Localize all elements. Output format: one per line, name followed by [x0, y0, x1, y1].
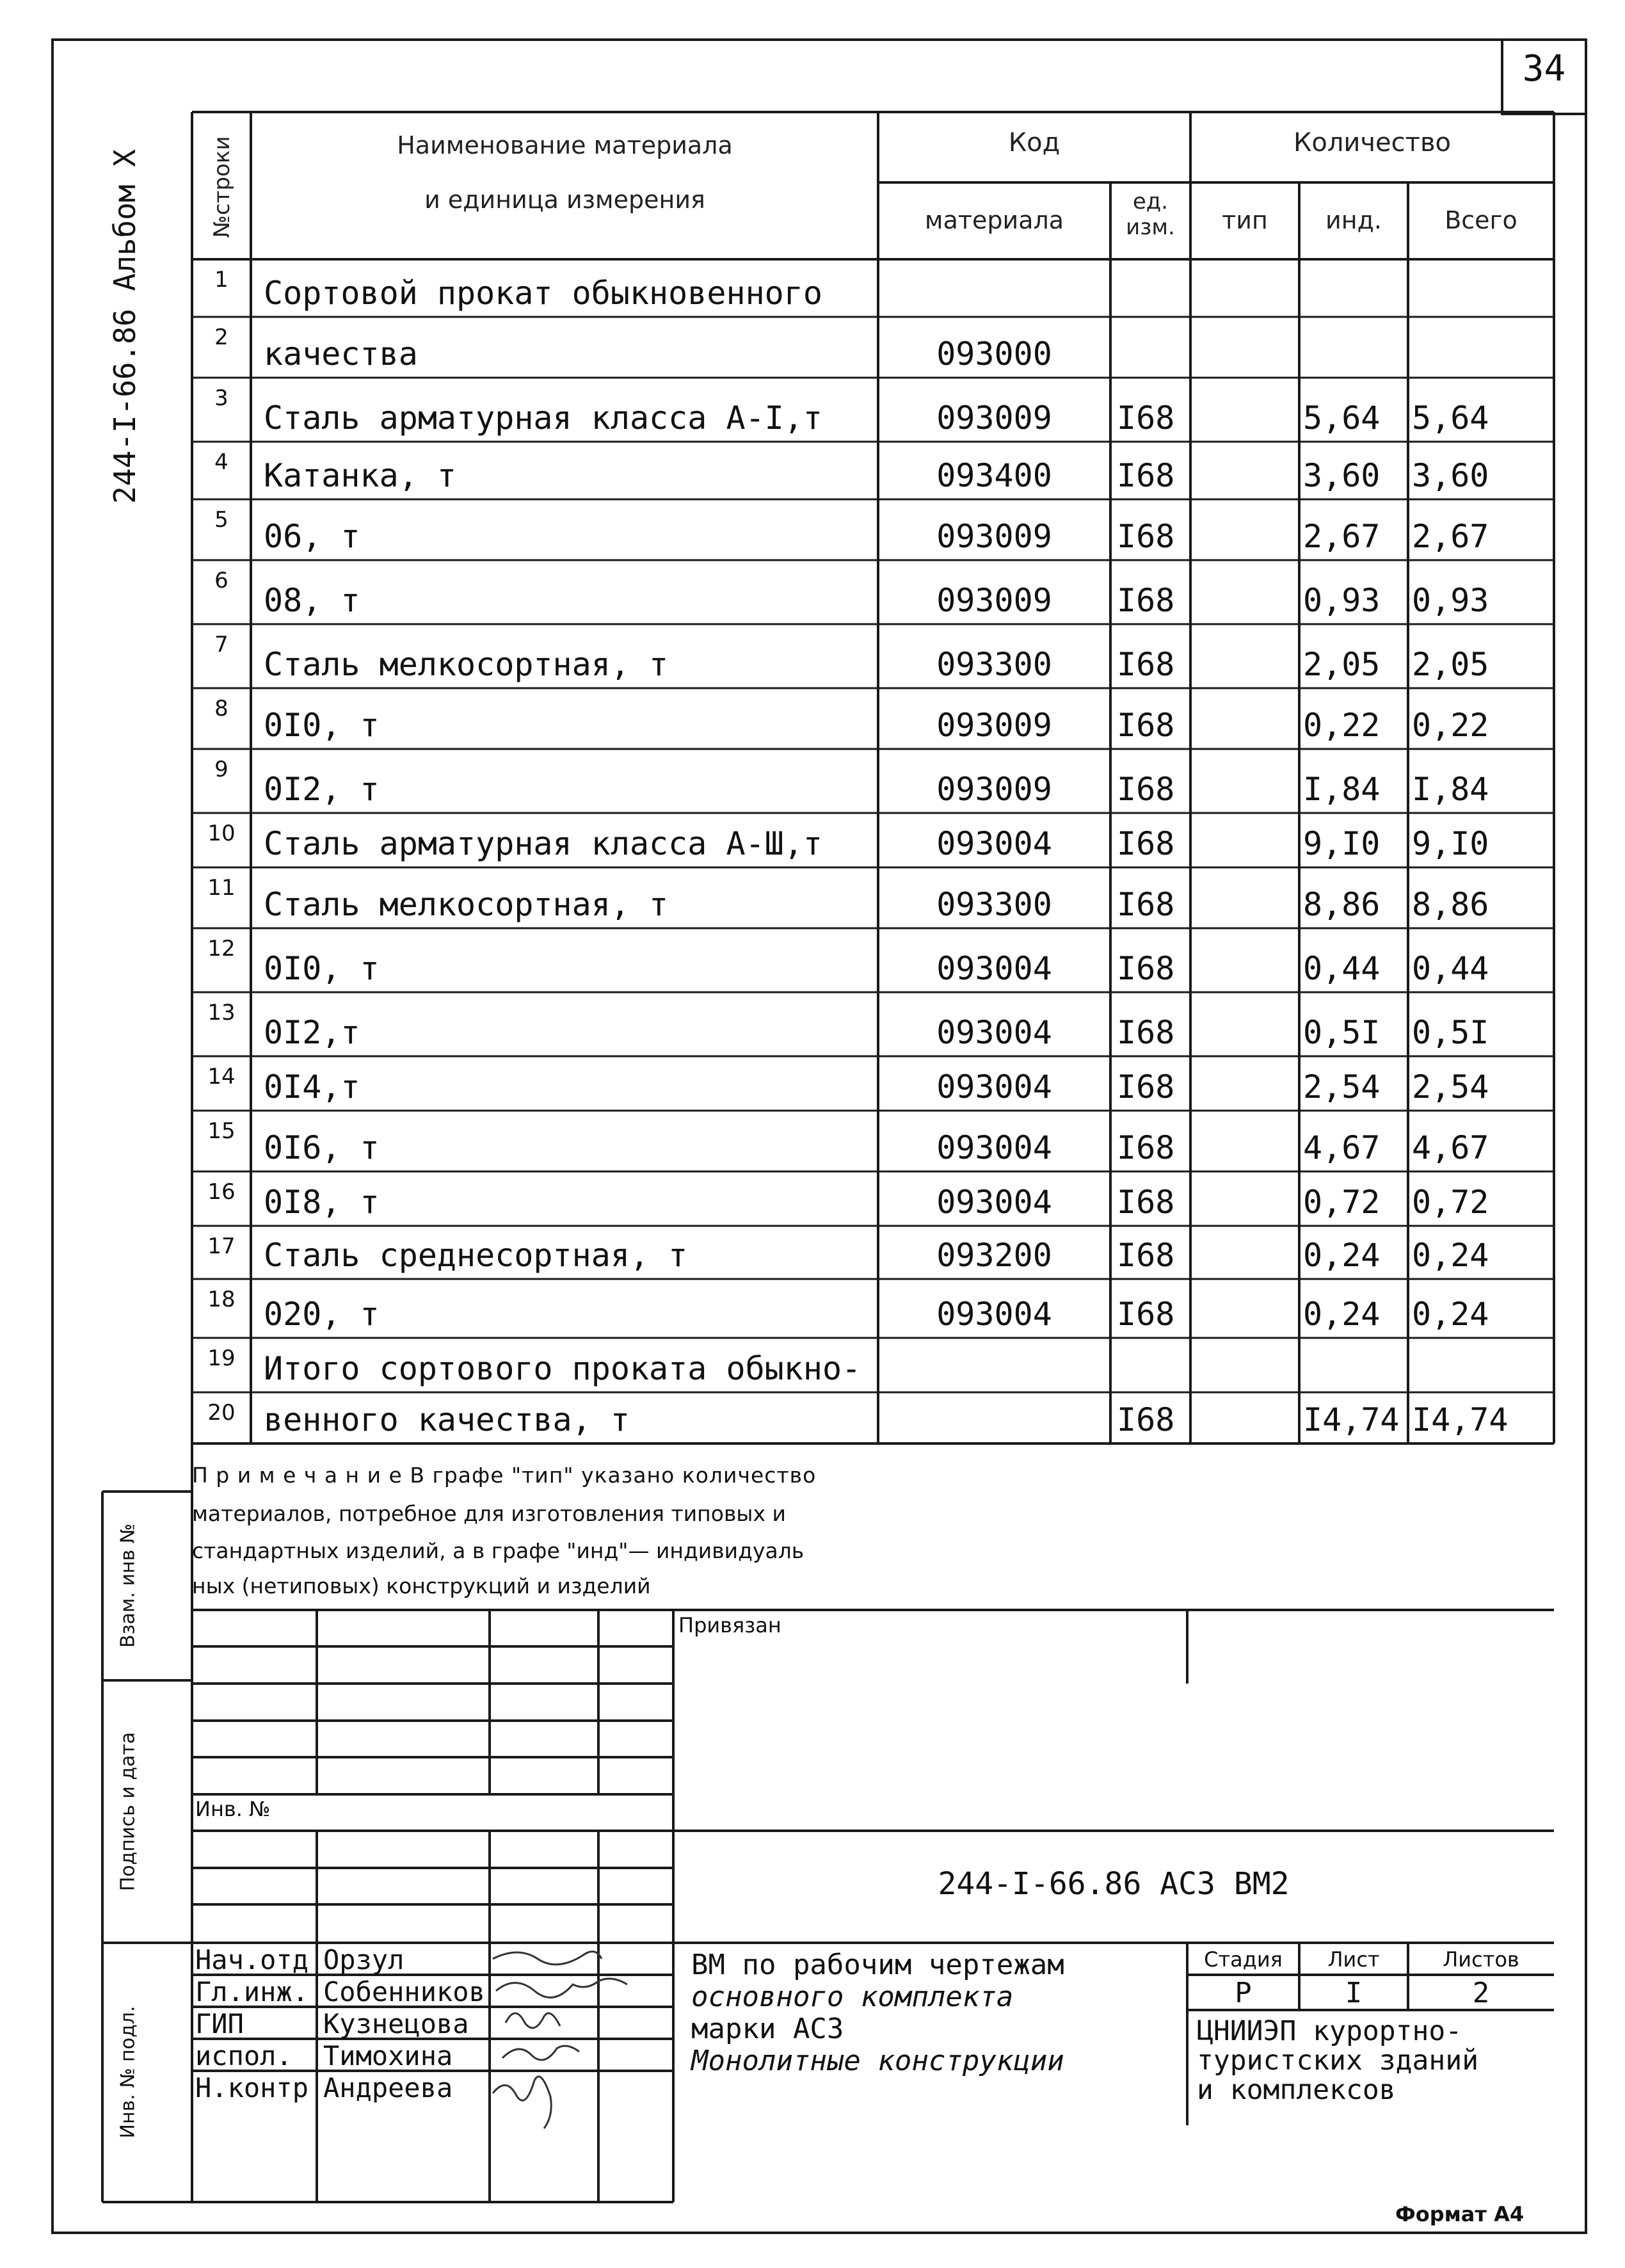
- note-line3: стандартных изделий, а в графе "инд"— индивидуаль: [192, 1538, 804, 1563]
- code-header: Код: [1008, 128, 1061, 157]
- unit-code: I68: [1117, 518, 1175, 555]
- total-qty: 0,22: [1412, 707, 1489, 744]
- material-name: 0I2,т: [264, 1014, 360, 1051]
- unit-code: I68: [1117, 886, 1175, 923]
- row-number: 15: [207, 1118, 236, 1144]
- signer-name: Кузнецова: [323, 2008, 469, 2039]
- row-number: 20: [207, 1400, 236, 1426]
- material-code: 093400: [936, 457, 1052, 494]
- unit-code: I68: [1117, 646, 1175, 683]
- ind-qty: 8,86: [1303, 886, 1381, 923]
- row-number: 8: [214, 696, 228, 721]
- material-name: качества: [264, 335, 418, 373]
- row-number: 1: [214, 267, 228, 293]
- material-code: 093004: [936, 950, 1052, 987]
- ind-qty: 0,5I: [1303, 1014, 1381, 1051]
- material-name: 06, т: [264, 518, 360, 555]
- material-name: Сталь среднесортная, т: [264, 1237, 688, 1274]
- stage-value: Р: [1235, 1977, 1252, 2009]
- total-qty: 8,86: [1412, 886, 1489, 923]
- material-name: Сталь мелкосортная, т: [264, 886, 669, 923]
- total-qty: 5,64: [1412, 399, 1489, 437]
- material-name: 0I0, т: [264, 950, 380, 987]
- material-code: 093009: [936, 582, 1052, 619]
- material-code: 093004: [936, 1296, 1052, 1333]
- material-name: 0I4,т: [264, 1068, 360, 1106]
- material-code: 093009: [936, 771, 1052, 808]
- row-number: 7: [214, 632, 228, 657]
- unit-code: I68: [1117, 1184, 1175, 1221]
- material-name: Сортовой прокат обыкновенного: [264, 275, 822, 312]
- signer-name: Орзул: [323, 1944, 404, 1975]
- ind-qty: 0,24: [1303, 1296, 1381, 1333]
- document-designation: 244-I-66.86 АСЗ ВМ2: [938, 1866, 1290, 1902]
- side-label-podpis: Подпись и дата: [116, 1732, 140, 1892]
- unit-code: I68: [1117, 825, 1175, 862]
- row-number: 19: [207, 1346, 236, 1371]
- row-number: 18: [207, 1287, 236, 1312]
- sheet-title: ВМ по рабочим чертежам основного комплекта марки АСЗ Монолитные конструкции: [691, 1949, 1064, 2077]
- ind-qty: 0,24: [1303, 1237, 1381, 1274]
- ind-qty: 9,I0: [1303, 825, 1381, 862]
- material-code: 093009: [936, 518, 1052, 555]
- quantity-header: Количество: [1293, 128, 1451, 157]
- unit-code: I68: [1117, 457, 1175, 494]
- row-number-header: №строки: [209, 136, 235, 238]
- row-number: 12: [207, 936, 236, 961]
- unit-code: I68: [1117, 399, 1175, 437]
- material-code: 093000: [936, 335, 1052, 373]
- row-number: 10: [207, 821, 236, 846]
- ind-qty: 4,67: [1303, 1129, 1381, 1166]
- ind-qty: 2,67: [1303, 518, 1381, 555]
- signer-role: испол.: [195, 2040, 292, 2071]
- row-number: 14: [207, 1064, 236, 1090]
- name-header-line1: Наименование материала: [397, 131, 733, 159]
- ind-qty: 0,22: [1303, 707, 1381, 744]
- inv-no-label: Инв. №: [195, 1797, 271, 1821]
- privyazan-label: Привязан: [678, 1613, 781, 1637]
- total-qty: 0,24: [1412, 1237, 1489, 1274]
- signer-role: Н.контр: [195, 2072, 309, 2103]
- unit-code: I68: [1117, 582, 1175, 619]
- material-name: Итого сортового проката обыкно-: [264, 1350, 861, 1387]
- material-name: 0I2, т: [264, 771, 380, 808]
- ind-qty: I,84: [1303, 771, 1381, 808]
- total-qty: 9,I0: [1412, 825, 1489, 862]
- signer-role: Гл.инж.: [195, 1976, 309, 2007]
- row-number: 4: [214, 449, 228, 475]
- material-name: Катанка, т: [264, 457, 457, 494]
- row-number: 3: [214, 385, 228, 411]
- unit-header: ед. изм.: [1126, 189, 1175, 240]
- ind-qty: 0,44: [1303, 950, 1381, 987]
- total-qty: I,84: [1412, 771, 1489, 808]
- side-label-vzam: Взам. инв №: [116, 1523, 140, 1648]
- material-name: Сталь мелкосортная, т: [264, 646, 669, 683]
- unit-code: I68: [1117, 771, 1175, 808]
- total-qty: 0,44: [1412, 950, 1489, 987]
- material-header: материала: [924, 206, 1064, 234]
- row-number: 17: [207, 1234, 236, 1259]
- total-qty: 4,67: [1412, 1129, 1489, 1166]
- signer-role: Нач.отд: [195, 1944, 309, 1975]
- material-code: 093009: [936, 707, 1052, 744]
- row-number: 5: [214, 507, 228, 533]
- ind-qty: I4,74: [1303, 1401, 1400, 1438]
- material-code: 093004: [936, 1014, 1052, 1051]
- organization: ЦНИИЭП курортно- туристских зданий и комплексов: [1197, 2015, 1479, 2106]
- album-label: 244-I-66.86 Альбом X: [108, 149, 142, 504]
- material-name: Сталь арматурная класса А-I,т: [264, 399, 822, 437]
- total-qty: 2,05: [1412, 646, 1489, 683]
- material-name: Сталь арматурная класса А-Ш,т: [264, 825, 822, 862]
- signer-name: Собенников: [323, 1976, 485, 2007]
- name-header-line2: и единица измерения: [424, 186, 705, 214]
- format-label: Формат А4: [1395, 2202, 1525, 2226]
- unit-code: I68: [1117, 1237, 1175, 1274]
- material-name: 0I0, т: [264, 707, 380, 744]
- unit-code: I68: [1117, 950, 1175, 987]
- ind-qty: 3,60: [1303, 457, 1381, 494]
- unit-code: I68: [1117, 1068, 1175, 1106]
- row-number: 6: [214, 568, 228, 593]
- stage-label: Стадия: [1204, 1947, 1283, 1972]
- material-name: 08, т: [264, 582, 360, 619]
- material-code: 093004: [936, 1184, 1052, 1221]
- row-number: 11: [207, 875, 236, 901]
- total-qty: 0,72: [1412, 1184, 1489, 1221]
- signer-name: Тимохина: [323, 2040, 453, 2071]
- ind-qty: 0,72: [1303, 1184, 1381, 1221]
- total-qty: 0,93: [1412, 582, 1489, 619]
- unit-code: I68: [1117, 707, 1175, 744]
- total-qty: 2,54: [1412, 1068, 1489, 1106]
- unit-code: I68: [1117, 1129, 1175, 1166]
- material-code: 093004: [936, 825, 1052, 862]
- sheet-label: Лист: [1327, 1947, 1380, 1972]
- total-header: Всего: [1445, 206, 1517, 234]
- unit-code: I68: [1117, 1014, 1175, 1051]
- type-header: тип: [1222, 206, 1268, 234]
- unit-code: I68: [1117, 1296, 1175, 1333]
- material-code: 093009: [936, 399, 1052, 437]
- total-qty: 0,5I: [1412, 1014, 1489, 1051]
- page-number: 34: [1522, 48, 1566, 90]
- row-number: 13: [207, 1000, 236, 1025]
- row-number: 16: [207, 1179, 236, 1205]
- material-code: 093300: [936, 646, 1052, 683]
- ind-header: инд.: [1325, 206, 1382, 234]
- ind-qty: 2,05: [1303, 646, 1381, 683]
- material-code: 093004: [936, 1129, 1052, 1166]
- note-line2: материалов, потребное для изготовления типовых и: [192, 1501, 786, 1526]
- side-label-inv: Инв. № подл.: [116, 2006, 140, 2139]
- signer-name: Андреева: [323, 2072, 453, 2103]
- sheet-value: I: [1345, 1977, 1363, 2009]
- total-qty: I4,74: [1412, 1401, 1509, 1438]
- sheets-value: 2: [1472, 1977, 1490, 2009]
- ind-qty: 5,64: [1303, 399, 1381, 437]
- total-qty: 0,24: [1412, 1296, 1489, 1333]
- row-number: 2: [214, 325, 228, 350]
- sheets-label: Листов: [1443, 1947, 1519, 1972]
- total-qty: 3,60: [1412, 457, 1489, 494]
- material-code: 093300: [936, 886, 1052, 923]
- material-name: 0I8, т: [264, 1184, 380, 1221]
- note-line4: ных (нетиповых) конструкций и изделий: [192, 1573, 651, 1598]
- unit-code: I68: [1117, 1401, 1175, 1438]
- material-name: 0I6, т: [264, 1129, 380, 1166]
- total-qty: 2,67: [1412, 518, 1489, 555]
- signer-role: ГИП: [195, 2008, 244, 2039]
- ind-qty: 2,54: [1303, 1068, 1381, 1106]
- material-name: венного качества, т: [264, 1401, 630, 1438]
- ind-qty: 0,93: [1303, 582, 1381, 619]
- row-number: 9: [214, 757, 228, 782]
- material-code: 093200: [936, 1237, 1052, 1274]
- note-line1: П р и м е ч а н и е В графе "тип" указано количество: [192, 1463, 817, 1488]
- material-code: 093004: [936, 1068, 1052, 1106]
- material-name: 020, т: [264, 1296, 380, 1333]
